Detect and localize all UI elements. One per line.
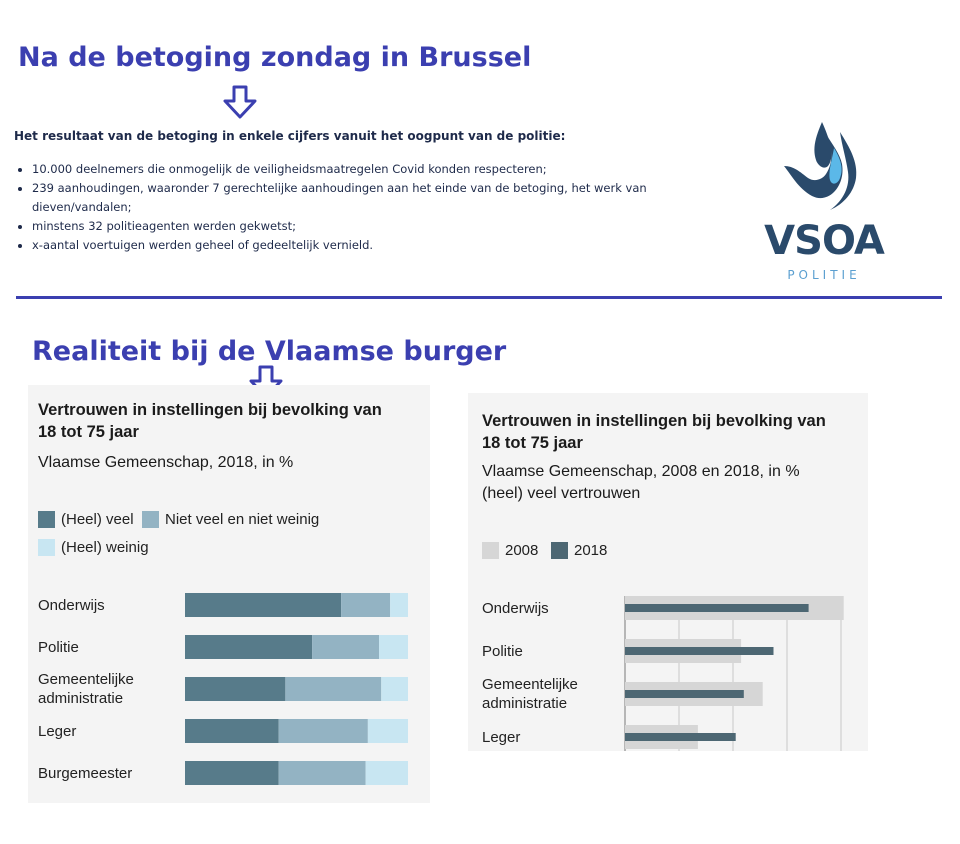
bullet-list — [14, 160, 682, 255]
bar-segment — [279, 719, 368, 743]
bar-2018 — [625, 647, 774, 655]
bar-segment — [379, 635, 408, 659]
category-label-line: Gemeentelijke — [482, 676, 578, 693]
chart-title-line: Vertrouwen in instellingen bij bevolking van — [482, 412, 826, 430]
bar-segment — [341, 593, 390, 617]
category-label — [482, 599, 549, 618]
page-title: Na de betoging zondag in Brussel — [18, 42, 532, 73]
category-label — [38, 722, 76, 741]
bar-segment — [185, 761, 279, 785]
logo-wordmark: VSOA — [764, 218, 884, 264]
category-label — [38, 596, 105, 615]
category-label-line: Burgemeester — [38, 764, 133, 782]
legend-label: Niet veel en niet weinig — [165, 511, 320, 528]
bar-segment — [185, 677, 285, 701]
chart-subtitle: Vlaamse Gemeenschap, 2018, in % — [38, 454, 294, 471]
legend-label: 2018 — [574, 542, 608, 559]
category-label — [482, 728, 520, 747]
chart-title-line: 18 tot 75 jaar — [38, 423, 139, 441]
bar-segment — [381, 677, 408, 701]
bar-segment — [185, 635, 312, 659]
category-label-line: Politie — [482, 642, 523, 660]
list-item: • 239 aanhoudingen, waaronder 7 gerechtelijke aanhoudingen aan het einde van de betoging, het werk van dieven/vandalen; — [32, 179, 682, 217]
flame-hand-icon — [754, 118, 894, 228]
bar-segment — [390, 593, 408, 617]
category-label — [482, 642, 523, 661]
category-label-line: Onderwijs — [482, 599, 549, 617]
bar-segment — [185, 593, 341, 617]
chart-subtitle-line: Vlaamse Gemeenschap, 2008 en 2018, in % — [482, 463, 800, 480]
bar-segment — [279, 761, 366, 785]
category-label — [38, 638, 79, 657]
category-label-line: administratie — [38, 690, 124, 707]
legend-label: 2008 — [505, 542, 539, 559]
category-label-line: Gemeentelijke — [38, 671, 134, 688]
category-label — [482, 675, 578, 713]
section-title: Realiteit bij de Vlaamse burger — [32, 336, 507, 367]
bar-segment — [285, 677, 381, 701]
category-label-line: administratie — [482, 695, 568, 712]
bar-2018 — [625, 604, 809, 612]
category-label — [38, 670, 134, 708]
stacked-bar-chart — [28, 385, 430, 803]
category-label — [38, 764, 132, 783]
logo-subtitle: POLITIE — [787, 268, 861, 282]
bar-2018 — [625, 733, 736, 741]
chart-title-line: Vertrouwen in instellingen bij bevolking van — [38, 401, 382, 419]
category-label-line: Leger — [38, 722, 77, 740]
category-label-line: Onderwijs — [38, 596, 105, 614]
bar-segment — [312, 635, 379, 659]
divider — [16, 296, 942, 299]
bar-segment — [366, 761, 408, 785]
down-arrow-icon — [222, 84, 258, 120]
category-label-line: Leger — [482, 728, 521, 746]
chart-panel-right — [468, 393, 868, 751]
bar-segment — [185, 719, 279, 743]
category-label-line: Politie — [38, 638, 79, 656]
bar-segment — [368, 719, 408, 743]
intro-text: Het resultaat van de betoging in enkele cijfers vanuit het oogpunt van de politie: — [14, 129, 566, 143]
list-item: • 10.000 deelnemers die onmogelijk de veiligheidsmaatregelen Covid konden respecteren; — [32, 160, 682, 179]
vsoa-logo — [754, 118, 894, 288]
legend-label: (Heel) veel — [61, 511, 134, 528]
bar-2018 — [625, 690, 744, 698]
chart-subtitle-line: (heel) veel vertrouwen — [482, 485, 641, 502]
chart-title-line: 18 tot 75 jaar — [482, 434, 583, 452]
list-item: • x-aantal voertuigen werden geheel of gedeeltelijk vernield. — [32, 236, 682, 255]
chart-panel-left — [28, 385, 430, 803]
list-item: • minstens 32 politieagenten werden gekwetst; — [32, 217, 682, 236]
legend-label: (Heel) weinig — [61, 539, 149, 556]
